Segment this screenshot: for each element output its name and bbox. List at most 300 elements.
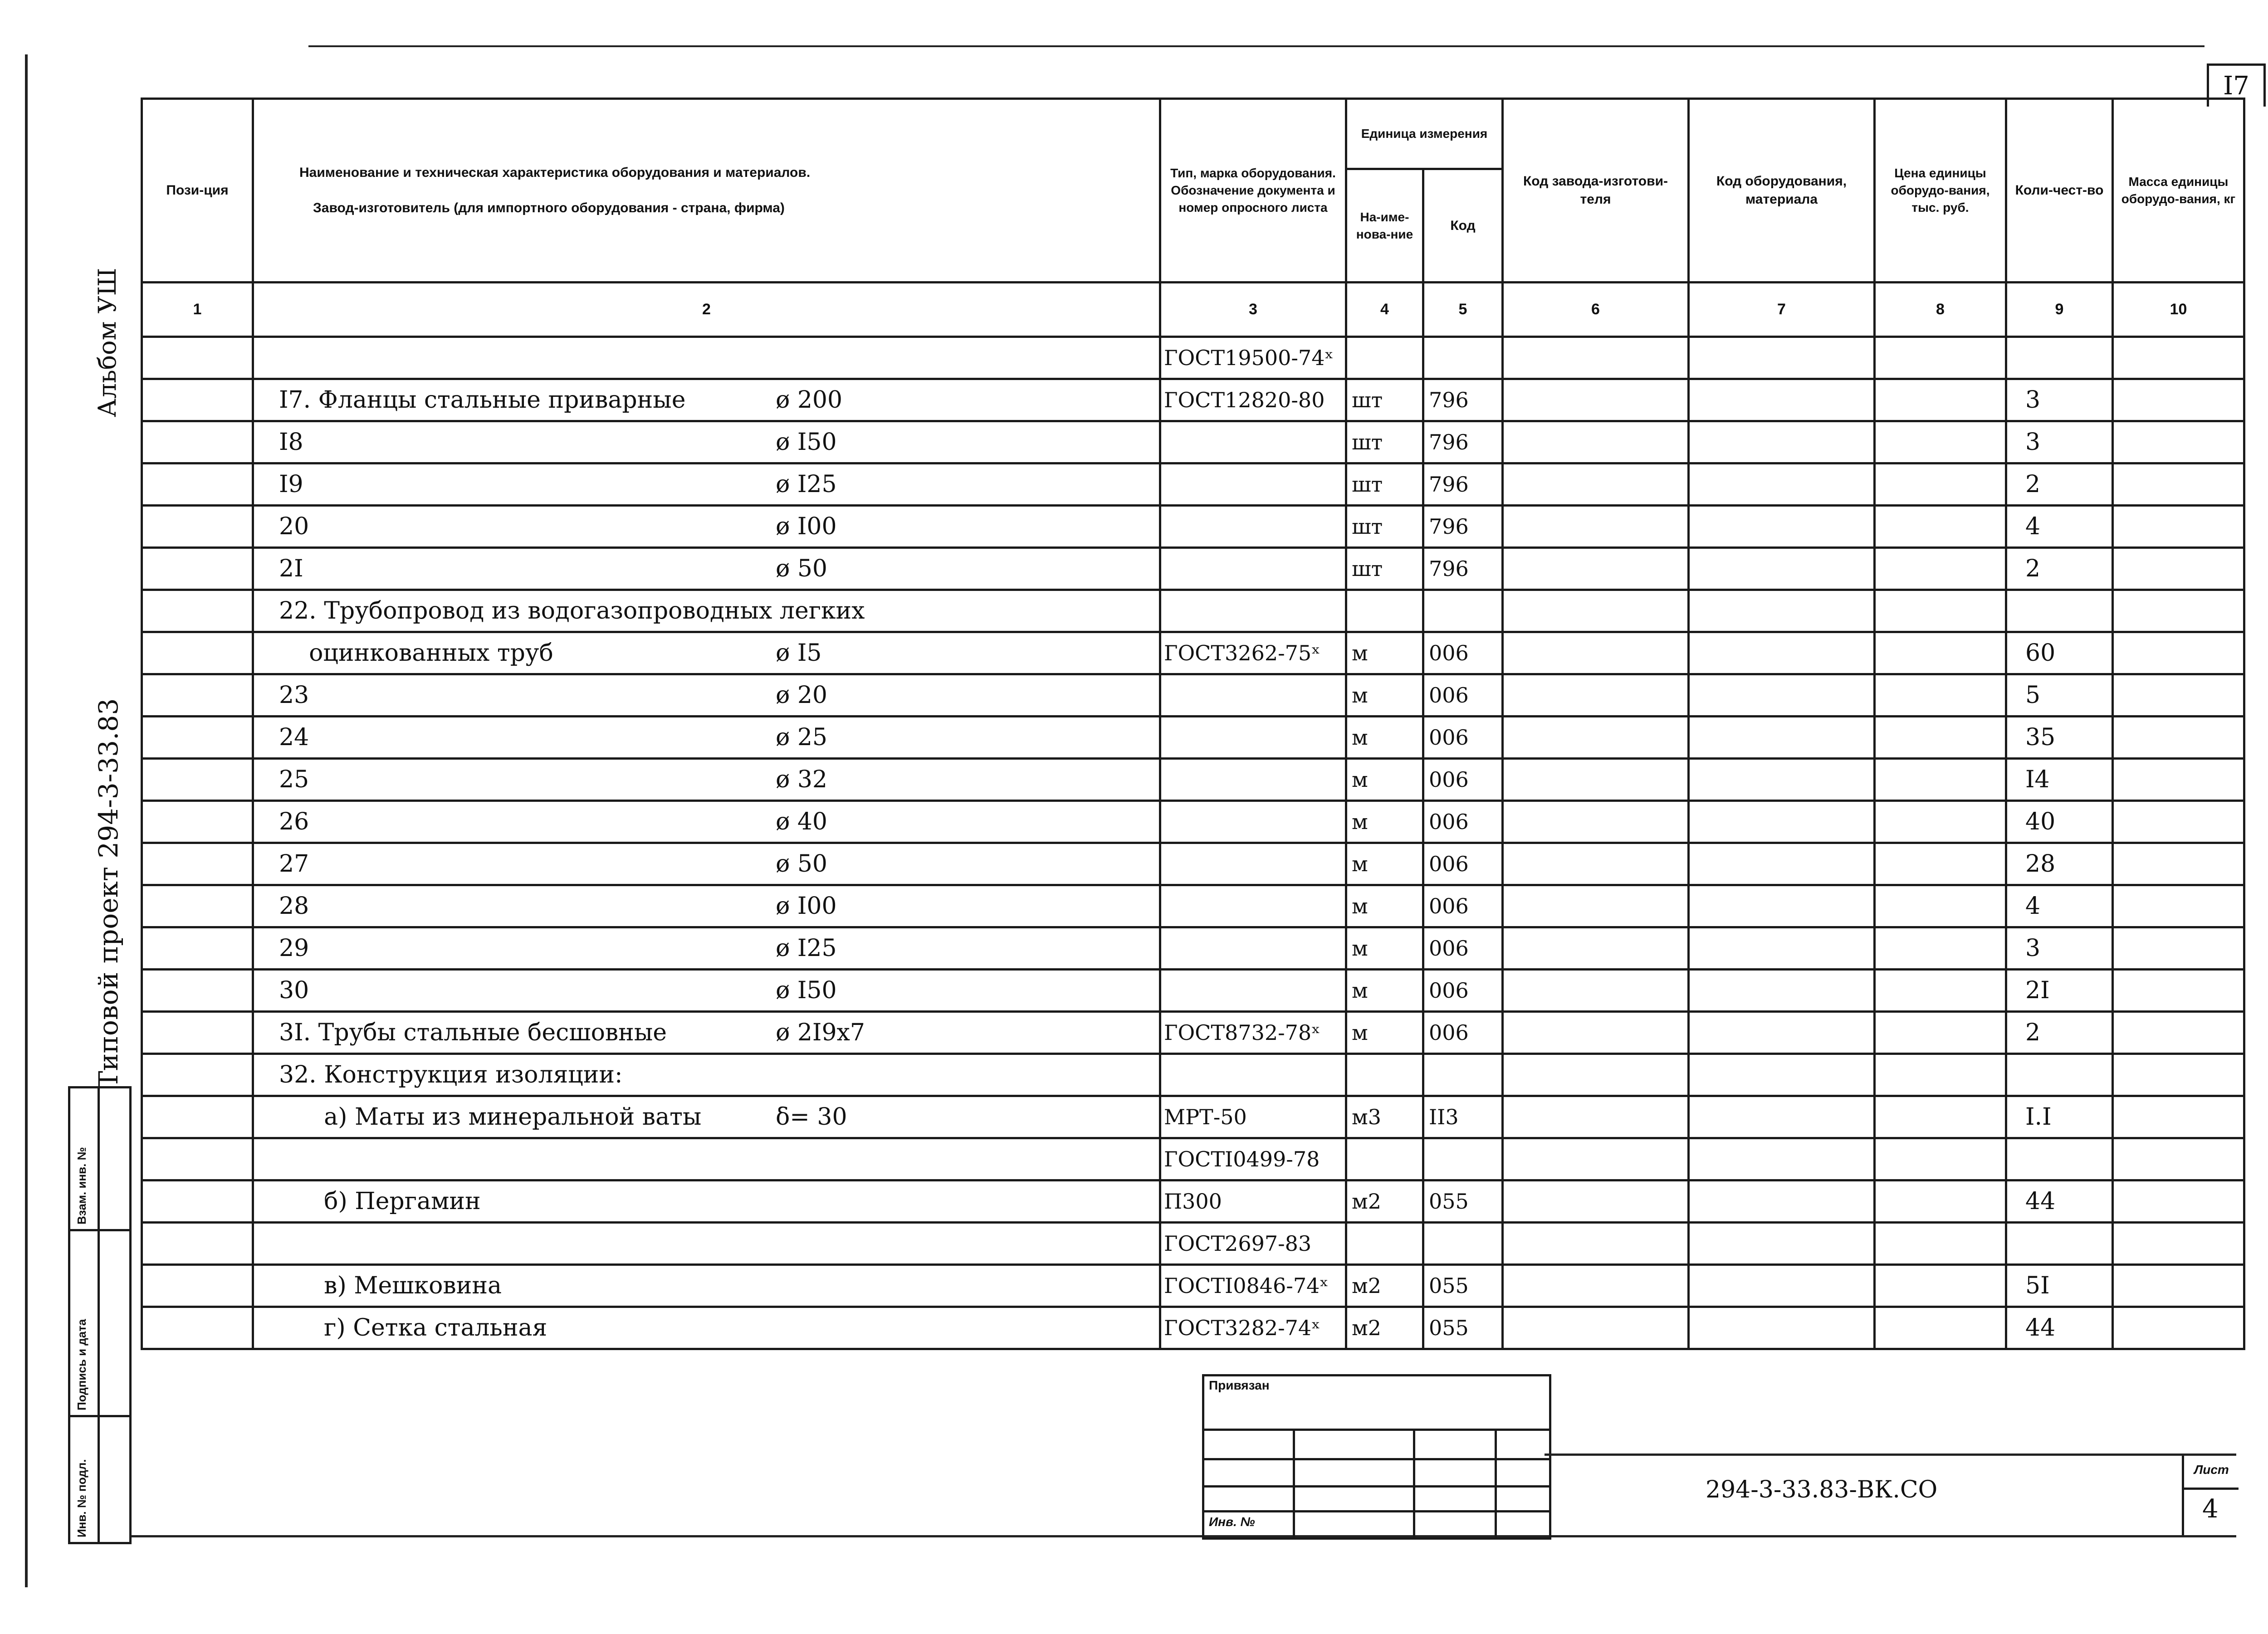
- cell-quantity: 2: [2006, 548, 2113, 590]
- cell-mass: [2113, 970, 2244, 1012]
- stamp-attached-label: Привязан: [1209, 1378, 1270, 1392]
- cell-name: [253, 1180, 1160, 1223]
- cell-price: [1875, 1307, 2006, 1349]
- cell-equipment-code: [1689, 1054, 1875, 1096]
- cell-mass: [2113, 843, 2244, 885]
- header-equipment-code: Код оборудования, материала: [1689, 99, 1875, 283]
- cell-unit-code: 006: [1423, 801, 1503, 843]
- cell-name: [253, 1223, 1160, 1265]
- cell-price: [1875, 632, 2006, 674]
- cell-unit-code: 796: [1423, 506, 1503, 548]
- cell-position: [142, 337, 253, 379]
- cell-name: [253, 463, 1160, 506]
- cell-quantity: [2006, 1054, 2113, 1096]
- cell-unit-code: II3: [1423, 1096, 1503, 1138]
- cell-position: [142, 590, 253, 632]
- cell-name: [253, 1054, 1160, 1096]
- cell-equipment-code: [1689, 1180, 1875, 1223]
- title-block: [1202, 1374, 1551, 1540]
- cell-mass: [2113, 1096, 2244, 1138]
- cell-position: [142, 1265, 253, 1307]
- cell-price: [1875, 379, 2006, 421]
- table-row: [142, 717, 2244, 759]
- cell-unit-code: 006: [1423, 885, 1503, 927]
- cell-position: [142, 1054, 253, 1096]
- cell-factory-code: [1503, 927, 1689, 970]
- cell-document: [1160, 463, 1346, 506]
- cell-factory-code: [1503, 632, 1689, 674]
- item-name: I7. Фланцы стальные приварные: [279, 386, 686, 414]
- cell-price: [1875, 1054, 2006, 1096]
- cell-name: [253, 717, 1160, 759]
- item-name: 20: [279, 513, 309, 540]
- item-diameter: ø I50: [776, 977, 837, 1004]
- cell-unit-code: [1423, 337, 1503, 379]
- cell-equipment-code: [1689, 717, 1875, 759]
- cell-unit: м: [1346, 759, 1423, 801]
- cell-mass: [2113, 885, 2244, 927]
- cell-position: [142, 759, 253, 801]
- cell-price: [1875, 717, 2006, 759]
- side-stamp-inv: Взам. инв. №: [75, 1147, 88, 1224]
- table-row: [142, 1307, 2244, 1349]
- item-diameter: ø 20: [776, 682, 828, 709]
- table-row: [142, 590, 2244, 632]
- cell-mass: [2113, 717, 2244, 759]
- cell-unit-code: 006: [1423, 1012, 1503, 1054]
- item-diameter: ø 32: [776, 766, 828, 793]
- cell-unit: [1346, 1223, 1423, 1265]
- cell-price: [1875, 506, 2006, 548]
- cell-unit-code: 006: [1423, 927, 1503, 970]
- column-number: 6: [1503, 283, 1689, 337]
- cell-equipment-code: [1689, 970, 1875, 1012]
- cell-mass: [2113, 379, 2244, 421]
- table-row: [142, 421, 2244, 463]
- cell-unit: шт: [1346, 421, 1423, 463]
- cell-equipment-code: [1689, 1138, 1875, 1180]
- cell-unit-code: 055: [1423, 1307, 1503, 1349]
- item-diameter: ø I25: [776, 935, 837, 962]
- left-binding-line: [25, 54, 28, 1587]
- cell-price: [1875, 674, 2006, 717]
- cell-factory-code: [1503, 759, 1689, 801]
- table-row: [142, 1223, 2244, 1265]
- cell-quantity: 44: [2006, 1307, 2113, 1349]
- cell-equipment-code: [1689, 632, 1875, 674]
- cell-position: [142, 674, 253, 717]
- cell-document: [1160, 927, 1346, 970]
- cell-unit-code: 006: [1423, 970, 1503, 1012]
- cell-name: [253, 379, 1160, 421]
- cell-position: [142, 843, 253, 885]
- cell-unit: м: [1346, 801, 1423, 843]
- cell-unit-code: [1423, 590, 1503, 632]
- cell-equipment-code: [1689, 1223, 1875, 1265]
- table-body: [142, 283, 2244, 1349]
- header-name: Наименование и техническая характеристика оборудования и материалов. Завод-изготовитель (для импортного оборудования - страна, фирма): [253, 99, 1160, 283]
- cell-price: [1875, 1138, 2006, 1180]
- side-stamp: [68, 1086, 132, 1544]
- cell-factory-code: [1503, 590, 1689, 632]
- table-row: [142, 1265, 2244, 1307]
- column-number: 5: [1423, 283, 1503, 337]
- cell-position: [142, 463, 253, 506]
- item-diameter: ø 200: [776, 386, 843, 414]
- cell-unit-code: 796: [1423, 379, 1503, 421]
- cell-name: [253, 801, 1160, 843]
- cell-quantity: I.I: [2006, 1096, 2113, 1138]
- cell-mass: [2113, 674, 2244, 717]
- table-row: [142, 801, 2244, 843]
- cell-mass: [2113, 1307, 2244, 1349]
- cell-equipment-code: [1689, 885, 1875, 927]
- table-row: [142, 759, 2244, 801]
- item-name: I8: [279, 429, 303, 456]
- cell-quantity: [2006, 1138, 2113, 1180]
- cell-mass: [2113, 337, 2244, 379]
- cell-quantity: 60: [2006, 632, 2113, 674]
- cell-factory-code: [1503, 548, 1689, 590]
- cell-mass: [2113, 548, 2244, 590]
- cell-document: ГОСТ19500-74ˣ: [1160, 337, 1346, 379]
- bottom-form-line: [132, 1535, 2236, 1537]
- cell-unit: м2: [1346, 1265, 1423, 1307]
- cell-position: [142, 632, 253, 674]
- cell-document: [1160, 801, 1346, 843]
- cell-quantity: 28: [2006, 843, 2113, 885]
- header-mass: Масса единицы оборудо-вания, кг: [2113, 99, 2244, 283]
- sheet-box: [2182, 1456, 2239, 1535]
- cell-name: [253, 1012, 1160, 1054]
- table-row: [142, 885, 2244, 927]
- cell-document: [1160, 843, 1346, 885]
- cell-unit-code: 006: [1423, 632, 1503, 674]
- cell-mass: [2113, 1180, 2244, 1223]
- cell-position: [142, 548, 253, 590]
- cell-factory-code: [1503, 1054, 1689, 1096]
- side-stamp-signature: Подпись и дата: [75, 1319, 88, 1410]
- column-number: 3: [1160, 283, 1346, 337]
- column-number: 1: [142, 283, 253, 337]
- cell-quantity: 3: [2006, 379, 2113, 421]
- item-diameter: ø 50: [776, 850, 828, 878]
- cell-unit-code: 006: [1423, 843, 1503, 885]
- cell-unit: м: [1346, 970, 1423, 1012]
- item-name: 26: [279, 808, 309, 835]
- cell-equipment-code: [1689, 337, 1875, 379]
- cell-factory-code: [1503, 801, 1689, 843]
- cell-document: П300: [1160, 1180, 1346, 1223]
- cell-equipment-code: [1689, 590, 1875, 632]
- header-price: Цена единицы оборудо-вания, тыс. руб.: [1875, 99, 2006, 283]
- item-name: 25: [279, 766, 309, 793]
- cell-name: [253, 1265, 1160, 1307]
- cell-equipment-code: [1689, 843, 1875, 885]
- cell-name: [253, 1138, 1160, 1180]
- cell-quantity: 4: [2006, 506, 2113, 548]
- cell-unit: м: [1346, 1012, 1423, 1054]
- cell-factory-code: [1503, 674, 1689, 717]
- item-name: г) Сетка стальная: [279, 1314, 547, 1341]
- item-name: в) Мешковина: [279, 1272, 502, 1299]
- item-name: б) Пергамин: [279, 1188, 481, 1215]
- cell-equipment-code: [1689, 421, 1875, 463]
- cell-factory-code: [1503, 379, 1689, 421]
- cell-quantity: 3: [2006, 421, 2113, 463]
- cell-factory-code: [1503, 1180, 1689, 1223]
- cell-mass: [2113, 1012, 2244, 1054]
- cell-factory-code: [1503, 885, 1689, 927]
- item-name: 24: [279, 724, 309, 751]
- table-header: [142, 99, 2244, 283]
- cell-unit-code: [1423, 1054, 1503, 1096]
- cell-position: [142, 927, 253, 970]
- table-row: [142, 379, 2244, 421]
- cell-price: [1875, 1265, 2006, 1307]
- table-row: [142, 843, 2244, 885]
- cell-position: [142, 1307, 253, 1349]
- table-row: [142, 1180, 2244, 1223]
- cell-unit: [1346, 1138, 1423, 1180]
- cell-price: [1875, 590, 2006, 632]
- cell-unit: м2: [1346, 1180, 1423, 1223]
- cell-unit: шт: [1346, 379, 1423, 421]
- cell-unit: шт: [1346, 506, 1423, 548]
- sheet-label: Лист: [2194, 1463, 2229, 1477]
- table-row: [142, 1138, 2244, 1180]
- cell-name: [253, 337, 1160, 379]
- cell-name: [253, 506, 1160, 548]
- cell-mass: [2113, 421, 2244, 463]
- item-name: оцинкованных труб: [279, 639, 553, 667]
- cell-position: [142, 1096, 253, 1138]
- table-row: [142, 674, 2244, 717]
- cell-equipment-code: [1689, 379, 1875, 421]
- project-label: Типовой проект 294-3-33.83: [93, 698, 124, 1088]
- cell-position: [142, 1138, 253, 1180]
- column-number: 8: [1875, 283, 2006, 337]
- cell-quantity: 5: [2006, 674, 2113, 717]
- cell-name: [253, 632, 1160, 674]
- cell-document: [1160, 548, 1346, 590]
- cell-quantity: 44: [2006, 1180, 2113, 1223]
- stamp-top-line: [1545, 1454, 2236, 1456]
- item-name: 23: [279, 682, 309, 709]
- item-diameter: ø 25: [776, 724, 828, 751]
- cell-equipment-code: [1689, 463, 1875, 506]
- cell-equipment-code: [1689, 759, 1875, 801]
- album-label: Альбом УШ: [93, 268, 122, 417]
- cell-position: [142, 1012, 253, 1054]
- cell-unit: м: [1346, 674, 1423, 717]
- cell-equipment-code: [1689, 1307, 1875, 1349]
- cell-quantity: 5I: [2006, 1265, 2113, 1307]
- cell-unit-code: 796: [1423, 421, 1503, 463]
- cell-document: [1160, 674, 1346, 717]
- column-numbers-row: [142, 283, 2244, 337]
- cell-quantity: 4: [2006, 885, 2113, 927]
- cell-price: [1875, 421, 2006, 463]
- item-name: 2I: [279, 555, 303, 582]
- cell-price: [1875, 1012, 2006, 1054]
- cell-document: [1160, 885, 1346, 927]
- cell-unit-code: [1423, 1223, 1503, 1265]
- top-border-line: [308, 45, 2204, 47]
- cell-unit: [1346, 337, 1423, 379]
- cell-position: [142, 379, 253, 421]
- cell-document: [1160, 970, 1346, 1012]
- cell-price: [1875, 801, 2006, 843]
- cell-mass: [2113, 801, 2244, 843]
- cell-quantity: [2006, 1223, 2113, 1265]
- item-diameter: ø 40: [776, 808, 828, 835]
- cell-factory-code: [1503, 1307, 1689, 1349]
- header-factory-code: Код завода-изготови-теля: [1503, 99, 1689, 283]
- table-row: [142, 463, 2244, 506]
- cell-document: ГОСТ3262-75ˣ: [1160, 632, 1346, 674]
- cell-name: [253, 927, 1160, 970]
- cell-price: [1875, 970, 2006, 1012]
- cell-unit-code: 006: [1423, 759, 1503, 801]
- cell-name: [253, 1096, 1160, 1138]
- cell-mass: [2113, 506, 2244, 548]
- cell-name: [253, 548, 1160, 590]
- cell-document: ГОСТI0846-74ˣ: [1160, 1265, 1346, 1307]
- cell-price: [1875, 463, 2006, 506]
- item-name: 29: [279, 935, 309, 962]
- item-diameter: ø I25: [776, 471, 837, 498]
- cell-mass: [2113, 632, 2244, 674]
- cell-document: [1160, 421, 1346, 463]
- cell-price: [1875, 1180, 2006, 1223]
- cell-price: [1875, 927, 2006, 970]
- side-stamp-inv-orig: Инв. № подл.: [75, 1459, 88, 1537]
- cell-unit: м: [1346, 927, 1423, 970]
- table-row: [142, 970, 2244, 1012]
- cell-document: ГОСТ3282-74ˣ: [1160, 1307, 1346, 1349]
- cell-document: МРТ-50: [1160, 1096, 1346, 1138]
- cell-position: [142, 1223, 253, 1265]
- item-name: 32. Конструкция изоляции:: [279, 1061, 623, 1088]
- cell-factory-code: [1503, 1138, 1689, 1180]
- cell-unit: шт: [1346, 463, 1423, 506]
- cell-document: [1160, 590, 1346, 632]
- cell-factory-code: [1503, 970, 1689, 1012]
- cell-name: [253, 759, 1160, 801]
- cell-factory-code: [1503, 421, 1689, 463]
- cell-mass: [2113, 590, 2244, 632]
- cell-equipment-code: [1689, 548, 1875, 590]
- cell-factory-code: [1503, 337, 1689, 379]
- cell-name: [253, 421, 1160, 463]
- item-name: 3I. Трубы стальные бесшовные: [279, 1019, 667, 1046]
- cell-unit: м: [1346, 717, 1423, 759]
- cell-unit: [1346, 1054, 1423, 1096]
- cell-mass: [2113, 759, 2244, 801]
- cell-unit-code: 055: [1423, 1265, 1503, 1307]
- column-number: 7: [1689, 283, 1875, 337]
- cell-equipment-code: [1689, 801, 1875, 843]
- item-name: 30: [279, 977, 309, 1004]
- sheet-number: 4: [2202, 1494, 2219, 1524]
- cell-mass: [2113, 1265, 2244, 1307]
- cell-unit: шт: [1346, 548, 1423, 590]
- column-number: 2: [253, 283, 1160, 337]
- cell-document: [1160, 759, 1346, 801]
- cell-factory-code: [1503, 1223, 1689, 1265]
- cell-unit: м: [1346, 632, 1423, 674]
- cell-position: [142, 1180, 253, 1223]
- page-number: I7: [2223, 71, 2249, 101]
- cell-mass: [2113, 1223, 2244, 1265]
- cell-factory-code: [1503, 843, 1689, 885]
- column-number: 10: [2113, 283, 2244, 337]
- item-diameter: ø 2I9x7: [776, 1019, 865, 1046]
- header-type: Тип, марка оборудования. Обозначение документа и номер опросного листа: [1160, 99, 1346, 283]
- cell-quantity: 2: [2006, 1012, 2113, 1054]
- cell-position: [142, 801, 253, 843]
- cell-document: [1160, 1054, 1346, 1096]
- cell-name: [253, 885, 1160, 927]
- cell-mass: [2113, 1054, 2244, 1096]
- item-name: 27: [279, 850, 309, 878]
- cell-equipment-code: [1689, 927, 1875, 970]
- cell-unit-code: 006: [1423, 674, 1503, 717]
- cell-mass: [2113, 463, 2244, 506]
- item-diameter: ø I00: [776, 513, 837, 540]
- cell-mass: [2113, 927, 2244, 970]
- header-quantity: Коли-чест-во: [2006, 99, 2113, 283]
- item-diameter: δ= 30: [776, 1103, 847, 1131]
- item-diameter: ø I5: [776, 639, 822, 667]
- cell-unit: м: [1346, 843, 1423, 885]
- item-name: а) Маты из минеральной ваты: [279, 1103, 702, 1131]
- cell-price: [1875, 1096, 2006, 1138]
- cell-equipment-code: [1689, 506, 1875, 548]
- cell-document: [1160, 717, 1346, 759]
- cell-name: [253, 674, 1160, 717]
- cell-document: ГОСТ12820-80: [1160, 379, 1346, 421]
- item-diameter: ø I50: [776, 429, 837, 456]
- cell-position: [142, 970, 253, 1012]
- header-unit-name: На-име-нова-ние: [1346, 169, 1423, 283]
- cell-unit: м2: [1346, 1307, 1423, 1349]
- cell-quantity: 40: [2006, 801, 2113, 843]
- header-unit-code: Код: [1423, 169, 1503, 283]
- cell-unit: м3: [1346, 1096, 1423, 1138]
- cell-unit-code: 796: [1423, 548, 1503, 590]
- document-code: 294-3-33.83-ВК.СО: [1706, 1476, 1938, 1503]
- cell-document: ГОСТ8732-78ˣ: [1160, 1012, 1346, 1054]
- cell-factory-code: [1503, 1096, 1689, 1138]
- cell-quantity: [2006, 590, 2113, 632]
- column-number: 4: [1346, 283, 1423, 337]
- cell-equipment-code: [1689, 1096, 1875, 1138]
- cell-mass: [2113, 1138, 2244, 1180]
- cell-unit: [1346, 590, 1423, 632]
- cell-factory-code: [1503, 463, 1689, 506]
- table-row: [142, 927, 2244, 970]
- stamp-inv-label: Инв. №: [1209, 1515, 1255, 1529]
- cell-document: ГОСТ2697-83: [1160, 1223, 1346, 1265]
- cell-position: [142, 885, 253, 927]
- item-name: 28: [279, 893, 309, 920]
- cell-factory-code: [1503, 1012, 1689, 1054]
- cell-document: ГОСТI0499-78: [1160, 1138, 1346, 1180]
- cell-price: [1875, 843, 2006, 885]
- cell-unit-code: 796: [1423, 463, 1503, 506]
